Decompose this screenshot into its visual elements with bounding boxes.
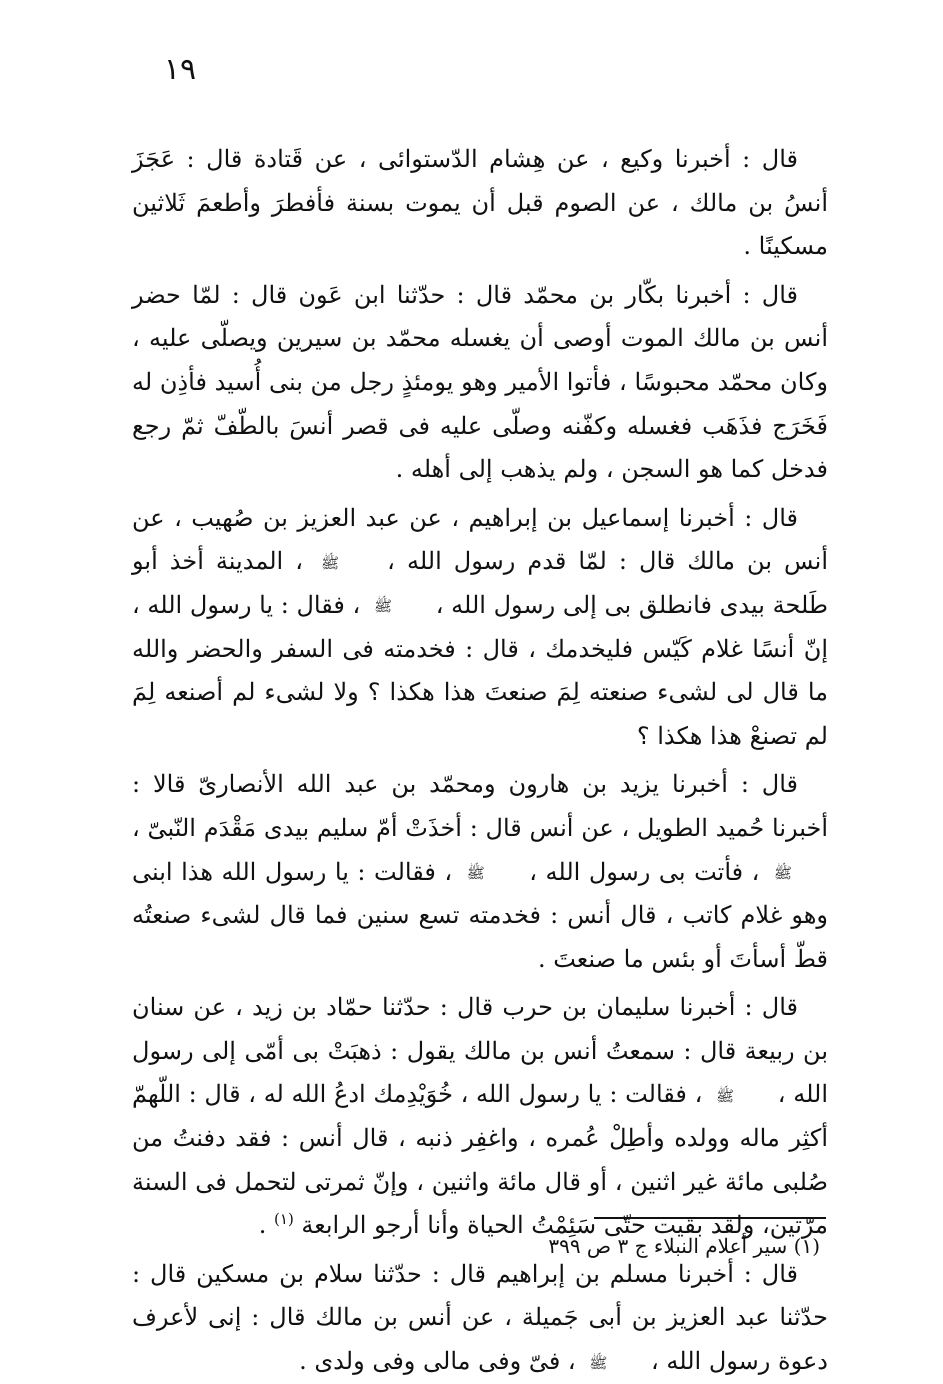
paragraph	[132, 497, 828, 759]
salawat-ligature: ﷺ	[589, 1353, 608, 1372]
text-segment: ، المدينة أخذ أبو طَلحة بيدى فانطلق بى إلى رسول الله ،	[132, 547, 828, 619]
salawat-ligature: ﷺ	[716, 1086, 735, 1105]
paragraph	[132, 138, 828, 269]
salawat-ligature: ﷺ	[466, 864, 485, 882]
main-text	[132, 138, 828, 1384]
footnote: (١) سير أعلام النبلاء ج ٣ ص ٣٩٩	[548, 1234, 820, 1258]
text-segment: قال : أخبرنا سليمان بن حرب قال : حدّثنا حمّاد بن زيد ، عن سنان بن ربيعة قال : سمعتُ أنس بن مالك يقول : ذهبَتْ بى أمّى إلى رسول الله ،	[132, 993, 829, 1109]
paragraph	[132, 986, 828, 1248]
text-segment: قال : أخبرنا وكيع ، عن هِشام الدّستوائى ، عن قَتادة قال : عَجَزَ أنسُ بن مالك ، عن الصوم قبل أن يموت بسنة فأفطرَ وأطعمَ ثَلاثين مسكينًا .	[132, 145, 828, 261]
salawat-ligature: ﷺ	[373, 597, 393, 616]
text-segment: ، فقالت : يا رسول الله هذا ابنى وهو غلام كاتب ، قال أنس : فخدمته تسع سنين فما قال لشىء صنعتُه قطّ أسأتَ أو بئس ما صنعتَ .	[132, 857, 828, 973]
text-segment: قال : أخبرنا يزيد بن هارون ومحمّد بن عبد الله الأنصارىّ قالا : أخبرنا حُميد الطويل ، عن أنس قال : أخذَتْ أمّ سليم بيدى مَقْدَم النّبىّ ،	[132, 770, 829, 842]
page-number: ١٩	[163, 52, 197, 87]
text-segment: قال : أخبرنا إسماعيل بن إبراهيم ، عن عبد العزيز بن صُهيب ، عن أنس بن مالك قال : لمّا قدم رسول الله ،	[132, 503, 828, 576]
text-segment: ، فقال : يا رسول الله ، إنّ أنسًا غلام كَيّس فليخدمك ، قال : فخدمته فى السفر والحضر والله ما قال لى لشىء صنعته لِمَ صنعتَ هذا هكذا ؟ ولا لشىء لم أصنعه لِمَ لم تصنعْ هذا هكذا ؟	[132, 590, 828, 750]
paragraph	[132, 763, 828, 981]
text-segment: .	[258, 1211, 275, 1240]
paragraph	[132, 1253, 828, 1384]
salawat-ligature: ﷺ	[321, 553, 340, 572]
text-segment: قال : أخبرنا مسلم بن إبراهيم قال : حدّثنا سلام بن مسكين قال : حدّثنا عبد العزيز بن أبى جَميلة ، عن أنس بن مالك قال : إنى لأعرف دعوة رسول الله ،	[132, 1259, 828, 1376]
text-segment: ، فأتت بى رسول الله ،	[520, 857, 768, 886]
salawat-ligature: ﷺ	[773, 864, 793, 882]
text-segment: قال : أخبرنا بكّار بن محمّد قال : حدّثنا ابن عَون قال : لمّا حضر أنس بن مالك الموت أوصى أن يغسله محمّد بن سيرين ويصلّى عليه ، وكان محمّد محبوسًا ، فأتوا الأمير وهو يومئذٍ رجل من بنى أُسيد فأذِن له فَخَرَج فذَهَب فغسله وكفّنه وصلّى عليه فى قصر أنسَ بالطّفّ ثمّ رجع فدخل كما هو السجن ، ولم يذهب إلى أهله .	[132, 280, 828, 484]
text-segment: ، فقالت : يا رسول الله ، خُوَيْدِمك ادعُ الله له ، قال : اللّهمّ أكثِر ماله وولده وأطِلْ عُمره ، واغفِر ذنبه ، قال أنس : فقد دفنتُ من صُلبى مائة غير اثنين ، أو قال مائة واثنين ، وإنّ ثمرتى لتحمل فى السنة مرّتين، ولقد بقيت حتّى سَئِمْتُ الحياة وأنا أرجو الرابعة	[132, 1080, 828, 1240]
footnote-separator	[594, 1217, 826, 1219]
paragraph	[132, 274, 828, 492]
footnote-reference: (١)	[274, 1210, 294, 1229]
text-segment: ، فىّ وفى مالى وفى ولدى .	[299, 1347, 584, 1376]
